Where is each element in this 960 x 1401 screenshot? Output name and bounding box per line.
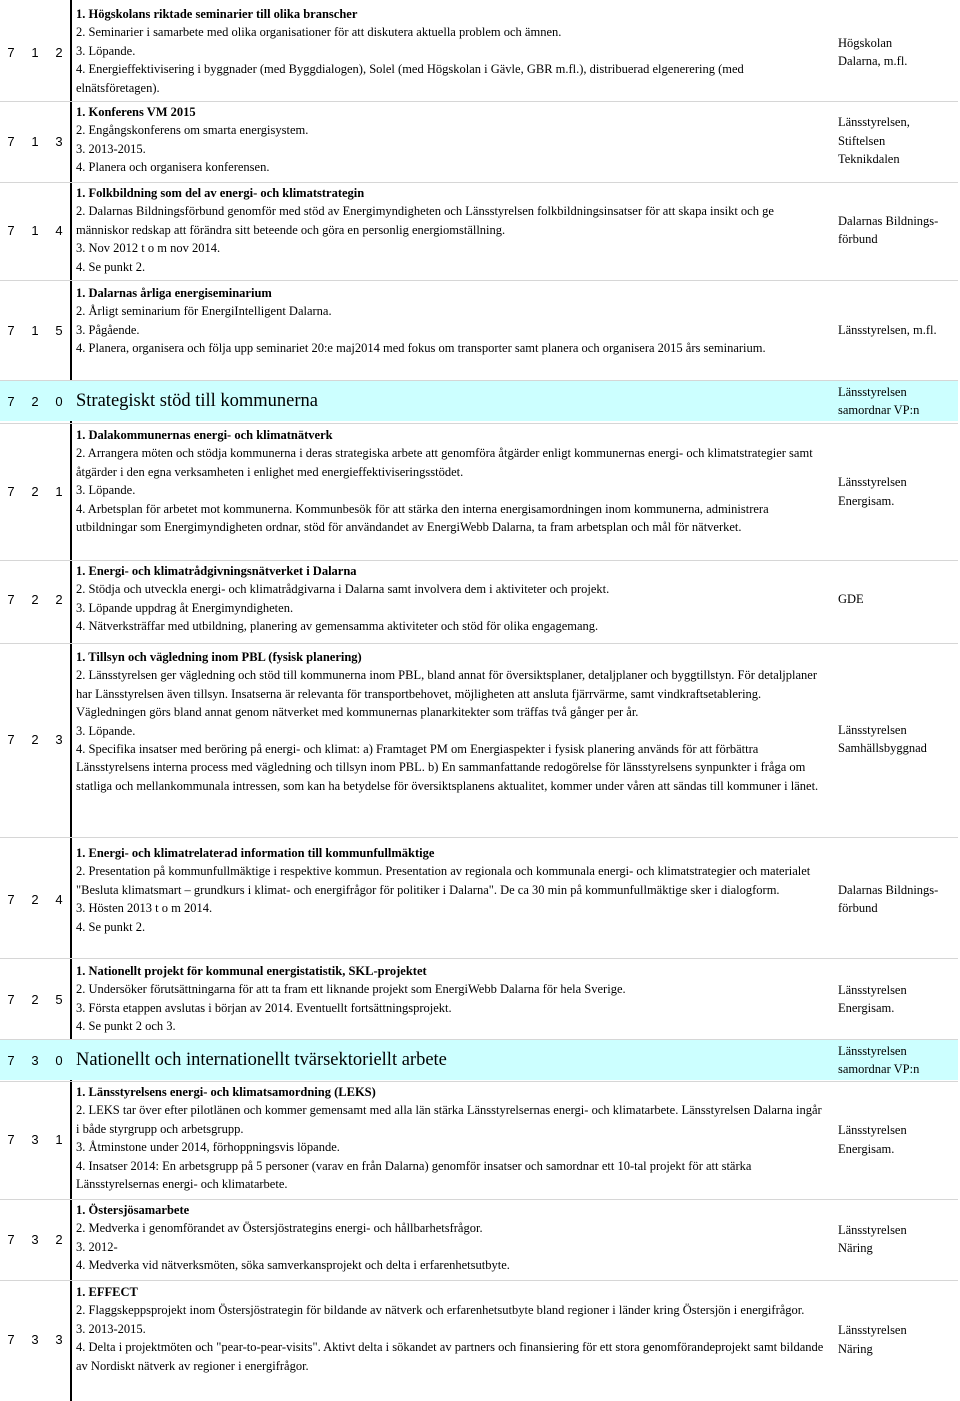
- row-description: [76, 1283, 828, 1375]
- table-row: [0, 1282, 958, 1397]
- row-number: [0, 183, 70, 277]
- table-row: [0, 102, 958, 180]
- row-number-digit: 2: [31, 393, 39, 409]
- item-line: 3. 2012-: [76, 1239, 118, 1254]
- row-number-digit: 2: [31, 484, 39, 499]
- responsible-party: [838, 1200, 960, 1278]
- item-title: 1. Tillsyn och vägledning inom PBL (fysisk planering): [76, 650, 362, 664]
- responsible-text: Länsstyrelsen samordnar VP:n: [838, 1043, 920, 1076]
- row-number-digit: 4: [55, 891, 63, 907]
- row-number-digit: 1: [31, 44, 39, 60]
- section-heading-row: [0, 381, 958, 421]
- row-number-digit: 7: [7, 393, 15, 409]
- item-line: 2. Medverka i genomförandet av Östersjöstrategins energi- och hållbarhetsfrågor.: [76, 1221, 483, 1236]
- row-number-digit: 0: [55, 1052, 63, 1068]
- table-row: [0, 961, 958, 1037]
- responsible-text: Länsstyrelsen Samhällsbyggnad: [838, 722, 927, 755]
- row-separator: [0, 280, 958, 281]
- item-title: 1. Konferens VM 2015: [76, 105, 196, 119]
- row-number-digit: 7: [7, 991, 15, 1007]
- row-separator: [0, 643, 958, 644]
- row-number: [0, 4, 70, 100]
- row-number: [0, 961, 70, 1037]
- responsible-text: Länsstyrelsen, m.fl.: [838, 323, 937, 338]
- row-number: [0, 283, 70, 378]
- row-number-digit: 1: [31, 133, 39, 149]
- row-description: [76, 284, 828, 358]
- table-row: [0, 4, 958, 100]
- item-title: 1. EFFECT: [76, 1285, 138, 1299]
- row-description: [76, 103, 828, 177]
- row-number-digit: 7: [7, 891, 15, 907]
- item-line: 4. Planera, organisera och följa upp seminariet 20:e maj2014 med fokus om transporter samt planera och organisera 2015 års seminarium.: [76, 341, 766, 356]
- responsible-party: [838, 381, 960, 421]
- row-number-digit: 1: [55, 1132, 63, 1147]
- section-heading: [76, 381, 828, 421]
- row-number-digit: 5: [55, 323, 63, 338]
- item-line: 2. Stödja och utveckla energi- och klimatrådgivarna i Dalarna samt involvera dem i aktiviteter och projekt.: [76, 582, 610, 597]
- row-separator: [0, 837, 958, 838]
- row-description: [76, 844, 828, 936]
- table-row: [0, 1082, 958, 1197]
- item-title: 1. Folkbildning som del av energi- och klimatstrategin: [76, 186, 365, 200]
- row-number-digit: 7: [7, 731, 15, 747]
- table-row: [0, 843, 958, 955]
- item-line: 3. 2013-2015.: [76, 1321, 146, 1336]
- row-description: [76, 1201, 828, 1275]
- responsible-party: [838, 425, 960, 558]
- row-description: [76, 648, 828, 795]
- row-number-digit: 3: [55, 133, 63, 149]
- row-description: [76, 184, 828, 276]
- item-title: 1. Östersjösamarbete: [76, 1203, 190, 1217]
- table-row: [0, 283, 958, 378]
- item-line: 2. Årligt seminarium för EnergiIntelligent Dalarna.: [76, 304, 332, 319]
- item-line: 2. Engångskonferens om smarta energisystem.: [76, 123, 309, 138]
- item-line: 2. Flaggskeppsprojekt inom Östersjöstrategin för bildande av nätverk och erfarenhetsutbyte bland regioner i länder kring Östersjön i energifrågor.: [76, 1303, 805, 1318]
- row-number-digit: 1: [55, 484, 63, 499]
- item-line: 2. Länsstyrelsen ger vägledning och stöd till kommunerna inom PBL, bland annat för översiktsplaner, detaljplaner och byggtillstyn. För detaljplaner har Länsstyrelsen även tillsyn. Insatserna är relevanta för transportbehovet, möjligheten att ansluta fjärrvärme, samt vindkraftsetablering. Vägledningen görs bland annat genom nätverket med kommunernas planarkitekter som träffas två gånger per år.: [76, 668, 818, 720]
- section-heading: [76, 1040, 828, 1080]
- row-separator: [0, 423, 958, 424]
- item-line: 4. Medverka vid nätverksmöten, söka samverkansprojekt och delta i erfarenhetsutbyte.: [76, 1258, 510, 1273]
- row-number-digit: 3: [31, 1132, 39, 1147]
- row-number: [0, 102, 70, 180]
- responsible-text: Högskolan Dalarna, m.fl.: [838, 35, 908, 68]
- table-row: [0, 1200, 958, 1278]
- row-description: [76, 426, 828, 536]
- item-line: 3. Första etappen avslutas i början av 2014. Eventuellt fortsättningsprojekt.: [76, 1000, 452, 1015]
- row-number-digit: 2: [31, 731, 39, 747]
- item-line: 2. Dalarnas Bildningsförbund genomför med stöd av Energimyndigheten och Länsstyrelsen folkbildningsinsatser för att skapa insikt och ge människor redskap att förändra sitt beteende och göra en personlig energiomställning.: [76, 204, 774, 237]
- row-number: [0, 1040, 70, 1080]
- row-description: [76, 1083, 828, 1193]
- table-row: [0, 183, 958, 277]
- item-line: 3. Löpande.: [76, 483, 136, 498]
- table-row: [0, 647, 958, 831]
- row-number-digit: 7: [7, 484, 15, 499]
- item-title: 1. Energi- och klimatrådgivningsnätverket i Dalarna: [76, 564, 357, 578]
- item-title: 1. Energi- och klimatrelaterad information till kommunfullmäktige: [76, 846, 435, 860]
- item-line: 4. Nätverksträffar med utbildning, planering av gemensamma aktiviteter och stöd för olika engagemang.: [76, 619, 599, 634]
- row-description: [76, 5, 828, 97]
- row-number-digit: 3: [31, 1052, 39, 1068]
- row-number-digit: 0: [55, 393, 63, 409]
- row-description: [76, 562, 828, 636]
- responsible-party: [838, 1282, 960, 1397]
- item-line: 4. Insatser 2014: En arbetsgrupp på 5 personer (varav en från Dalarna) genomför insatser och samordnar ett 10-tal projekt för att stärka Länsstyrelsernas energi- och klimatarbete.: [76, 1158, 752, 1192]
- responsible-text: Länsstyrelsen Energisam.: [838, 475, 907, 508]
- responsible-party: [838, 647, 960, 831]
- responsible-text: Länsstyrelsen Näring: [838, 1222, 907, 1255]
- item-title: 1. Länsstyrelsens energi- och klimatsamordning (LEKS): [76, 1085, 376, 1099]
- responsible-text: Länsstyrelsen samordnar VP:n: [838, 384, 920, 417]
- row-separator: [0, 958, 958, 959]
- row-number: [0, 381, 70, 421]
- item-line: 2. Arrangera möten och stödja kommunerna i deras strategiska arbete att genomföra åtgärder enligt kommunernas energi- och klimatstrategier samt åtgärder i den egna verksamheten i enlighet med energieffektiviseringsstödet.: [76, 446, 813, 479]
- row-number-digit: 7: [7, 133, 15, 149]
- row-number-digit: 7: [7, 1052, 15, 1068]
- responsible-party: [838, 843, 960, 955]
- row-number-digit: 3: [55, 1332, 63, 1347]
- table-row: [0, 561, 958, 638]
- item-line: 2. LEKS tar över efter pilotlänen och kommer gemensamt med alla län stärka Länsstyrelsernas energi- och klimatarbete. Länsstyrelsen Dalarna ingår i både styrgrupp och arbetsgrupp.: [76, 1103, 822, 1136]
- row-number: [0, 425, 70, 558]
- row-number-digit: 7: [7, 1231, 15, 1247]
- row-description: [76, 962, 828, 1036]
- row-separator: [0, 1280, 958, 1281]
- row-number: [0, 843, 70, 955]
- row-number-digit: 2: [31, 891, 39, 907]
- item-line: 3. Löpande.: [76, 723, 136, 738]
- item-line: 4. Specifika insatser med beröring på energi- och klimat: a) Framtaget PM om Energiaspekter i fysisk planering används för att förbättra Länsstyrelsens interna process med vägledning och tillsyn inom PBL. b) En sammanfattande redogörelse för länsstyrelsens synpunkter i fråga om statliga och mellankommunala intressen, som kan ha betydelse för översiktsplanens aktualitet, kommer under våren att sändas till kommuner i länet.: [76, 742, 819, 793]
- row-number-digit: 1: [31, 222, 39, 238]
- responsible-party: [838, 283, 960, 378]
- responsible-party: [838, 961, 960, 1037]
- row-number-digit: 5: [55, 991, 63, 1007]
- responsible-text: Länsstyrelsen Energisam.: [838, 1123, 907, 1156]
- item-line: 4. Se punkt 2.: [76, 919, 146, 934]
- row-number: [0, 1282, 70, 1397]
- responsible-party: [838, 561, 960, 638]
- row-number-digit: 3: [31, 1332, 39, 1347]
- row-number: [0, 1200, 70, 1278]
- row-number: [0, 1082, 70, 1197]
- item-line: 2. Undersöker förutsättningarna för att ta fram ett liknande projekt som EnergiWebb Dalarna för hela Sverige.: [76, 982, 626, 997]
- item-title: 1. Högskolans riktade seminarier till olika branscher: [76, 7, 358, 21]
- section-title: Strategiskt stöd till kommunerna: [76, 391, 319, 411]
- section-heading-row: [0, 1040, 958, 1080]
- item-line: 4. Energieffektivisering i byggnader (med Byggdialogen), Solel (med Högskolan i Gävle, GBR m.fl.), distribuerad elgenerering (med elnätsföretagen).: [76, 62, 744, 95]
- item-line: 3. Pågående.: [76, 322, 140, 337]
- item-line: 3. Löpande uppdrag åt Energimyndigheten.: [76, 600, 294, 615]
- row-number-digit: 7: [7, 323, 15, 338]
- item-line: 4. Planera och organisera konferensen.: [76, 160, 270, 175]
- item-line: 3. Nov 2012 t o m nov 2014.: [76, 241, 221, 256]
- row-number: [0, 561, 70, 638]
- responsible-party: [838, 4, 960, 100]
- row-number-digit: 7: [7, 222, 15, 238]
- item-line: 4. Arbetsplan för arbetet mot kommunerna. Kommunbesök för att stärka den interna energisamordningen inom kommunerna, administrera utbildningar som Energimyndigheten ordnar, stöd för användandet av EnergiWebb Dalarna, ta fram arbetsplan och mål för nätverket.: [76, 501, 769, 535]
- responsible-text: Länsstyrelsen Näring: [838, 1323, 907, 1356]
- item-line: 3. Löpande.: [76, 43, 136, 58]
- row-number-digit: 2: [31, 592, 39, 607]
- item-line: 3. Hösten 2013 t o m 2014.: [76, 901, 213, 916]
- item-line: 3. 2013-2015.: [76, 141, 146, 156]
- responsible-text: Länsstyrelsen, Stiftelsen Teknikdalen: [838, 115, 910, 167]
- item-line: 2. Seminarier i samarbete med olika organisationer för att diskutera aktuella problem och ämnen.: [76, 25, 562, 40]
- row-number-digit: 7: [7, 1332, 15, 1347]
- item-line: 4. Se punkt 2.: [76, 259, 146, 274]
- row-number-digit: 4: [55, 222, 63, 238]
- row-number: [0, 647, 70, 831]
- responsible-party: [838, 183, 960, 277]
- item-title: 1. Nationellt projekt för kommunal energistatistik, SKL-projektet: [76, 964, 427, 978]
- row-number-digit: 3: [31, 1231, 39, 1247]
- row-number-digit: 7: [7, 1132, 15, 1147]
- responsible-text: Dalarnas Bildnings- förbund: [838, 882, 939, 915]
- item-title: 1. Dalakommunernas energi- och klimatnätverk: [76, 428, 333, 442]
- row-number-digit: 2: [31, 991, 39, 1007]
- item-title: 1. Dalarnas årliga energiseminarium: [76, 286, 272, 300]
- responsible-text: GDE: [838, 592, 864, 607]
- row-number-digit: 2: [55, 592, 63, 607]
- item-line: 4. Delta i projektmöten och "pear-to-pear-visits". Aktivt delta i sökandet av partners och finansiering för ett stora genomförandeprojekt samt bildande av Nordiskt nätverk av regioner i energifrågor.: [76, 1340, 824, 1373]
- row-number-digit: 7: [7, 592, 15, 607]
- responsible-party: [838, 1082, 960, 1197]
- row-number-digit: 7: [7, 44, 15, 60]
- row-number-digit: 3: [55, 731, 63, 747]
- section-title: Nationellt och internationellt tvärsektoriellt arbete: [76, 1050, 447, 1070]
- responsible-text: Länsstyrelsen Energisam.: [838, 982, 907, 1015]
- table-row: [0, 425, 958, 558]
- responsible-text: Dalarnas Bildnings- förbund: [838, 213, 939, 246]
- row-number-digit: 2: [55, 1231, 63, 1247]
- item-line: 2. Presentation på kommunfullmäktige i respektive kommun. Presentation av regionala och kommunala energi- och klimatstrategier och materialet "Besluta klimatsmart – grundkurs i klimat- och energifrågor för politiker i Dalarna". De ca 30 min på kommunfullmäktige sker i dialogform.: [76, 864, 811, 897]
- item-line: 4. Se punkt 2 och 3.: [76, 1019, 176, 1034]
- responsible-party: [838, 1040, 960, 1080]
- responsible-party: [838, 102, 960, 180]
- item-line: 3. Åtminstone under 2014, förhoppningsvis löpande.: [76, 1140, 340, 1155]
- row-number-digit: 1: [31, 323, 39, 338]
- row-number-digit: 2: [55, 44, 63, 60]
